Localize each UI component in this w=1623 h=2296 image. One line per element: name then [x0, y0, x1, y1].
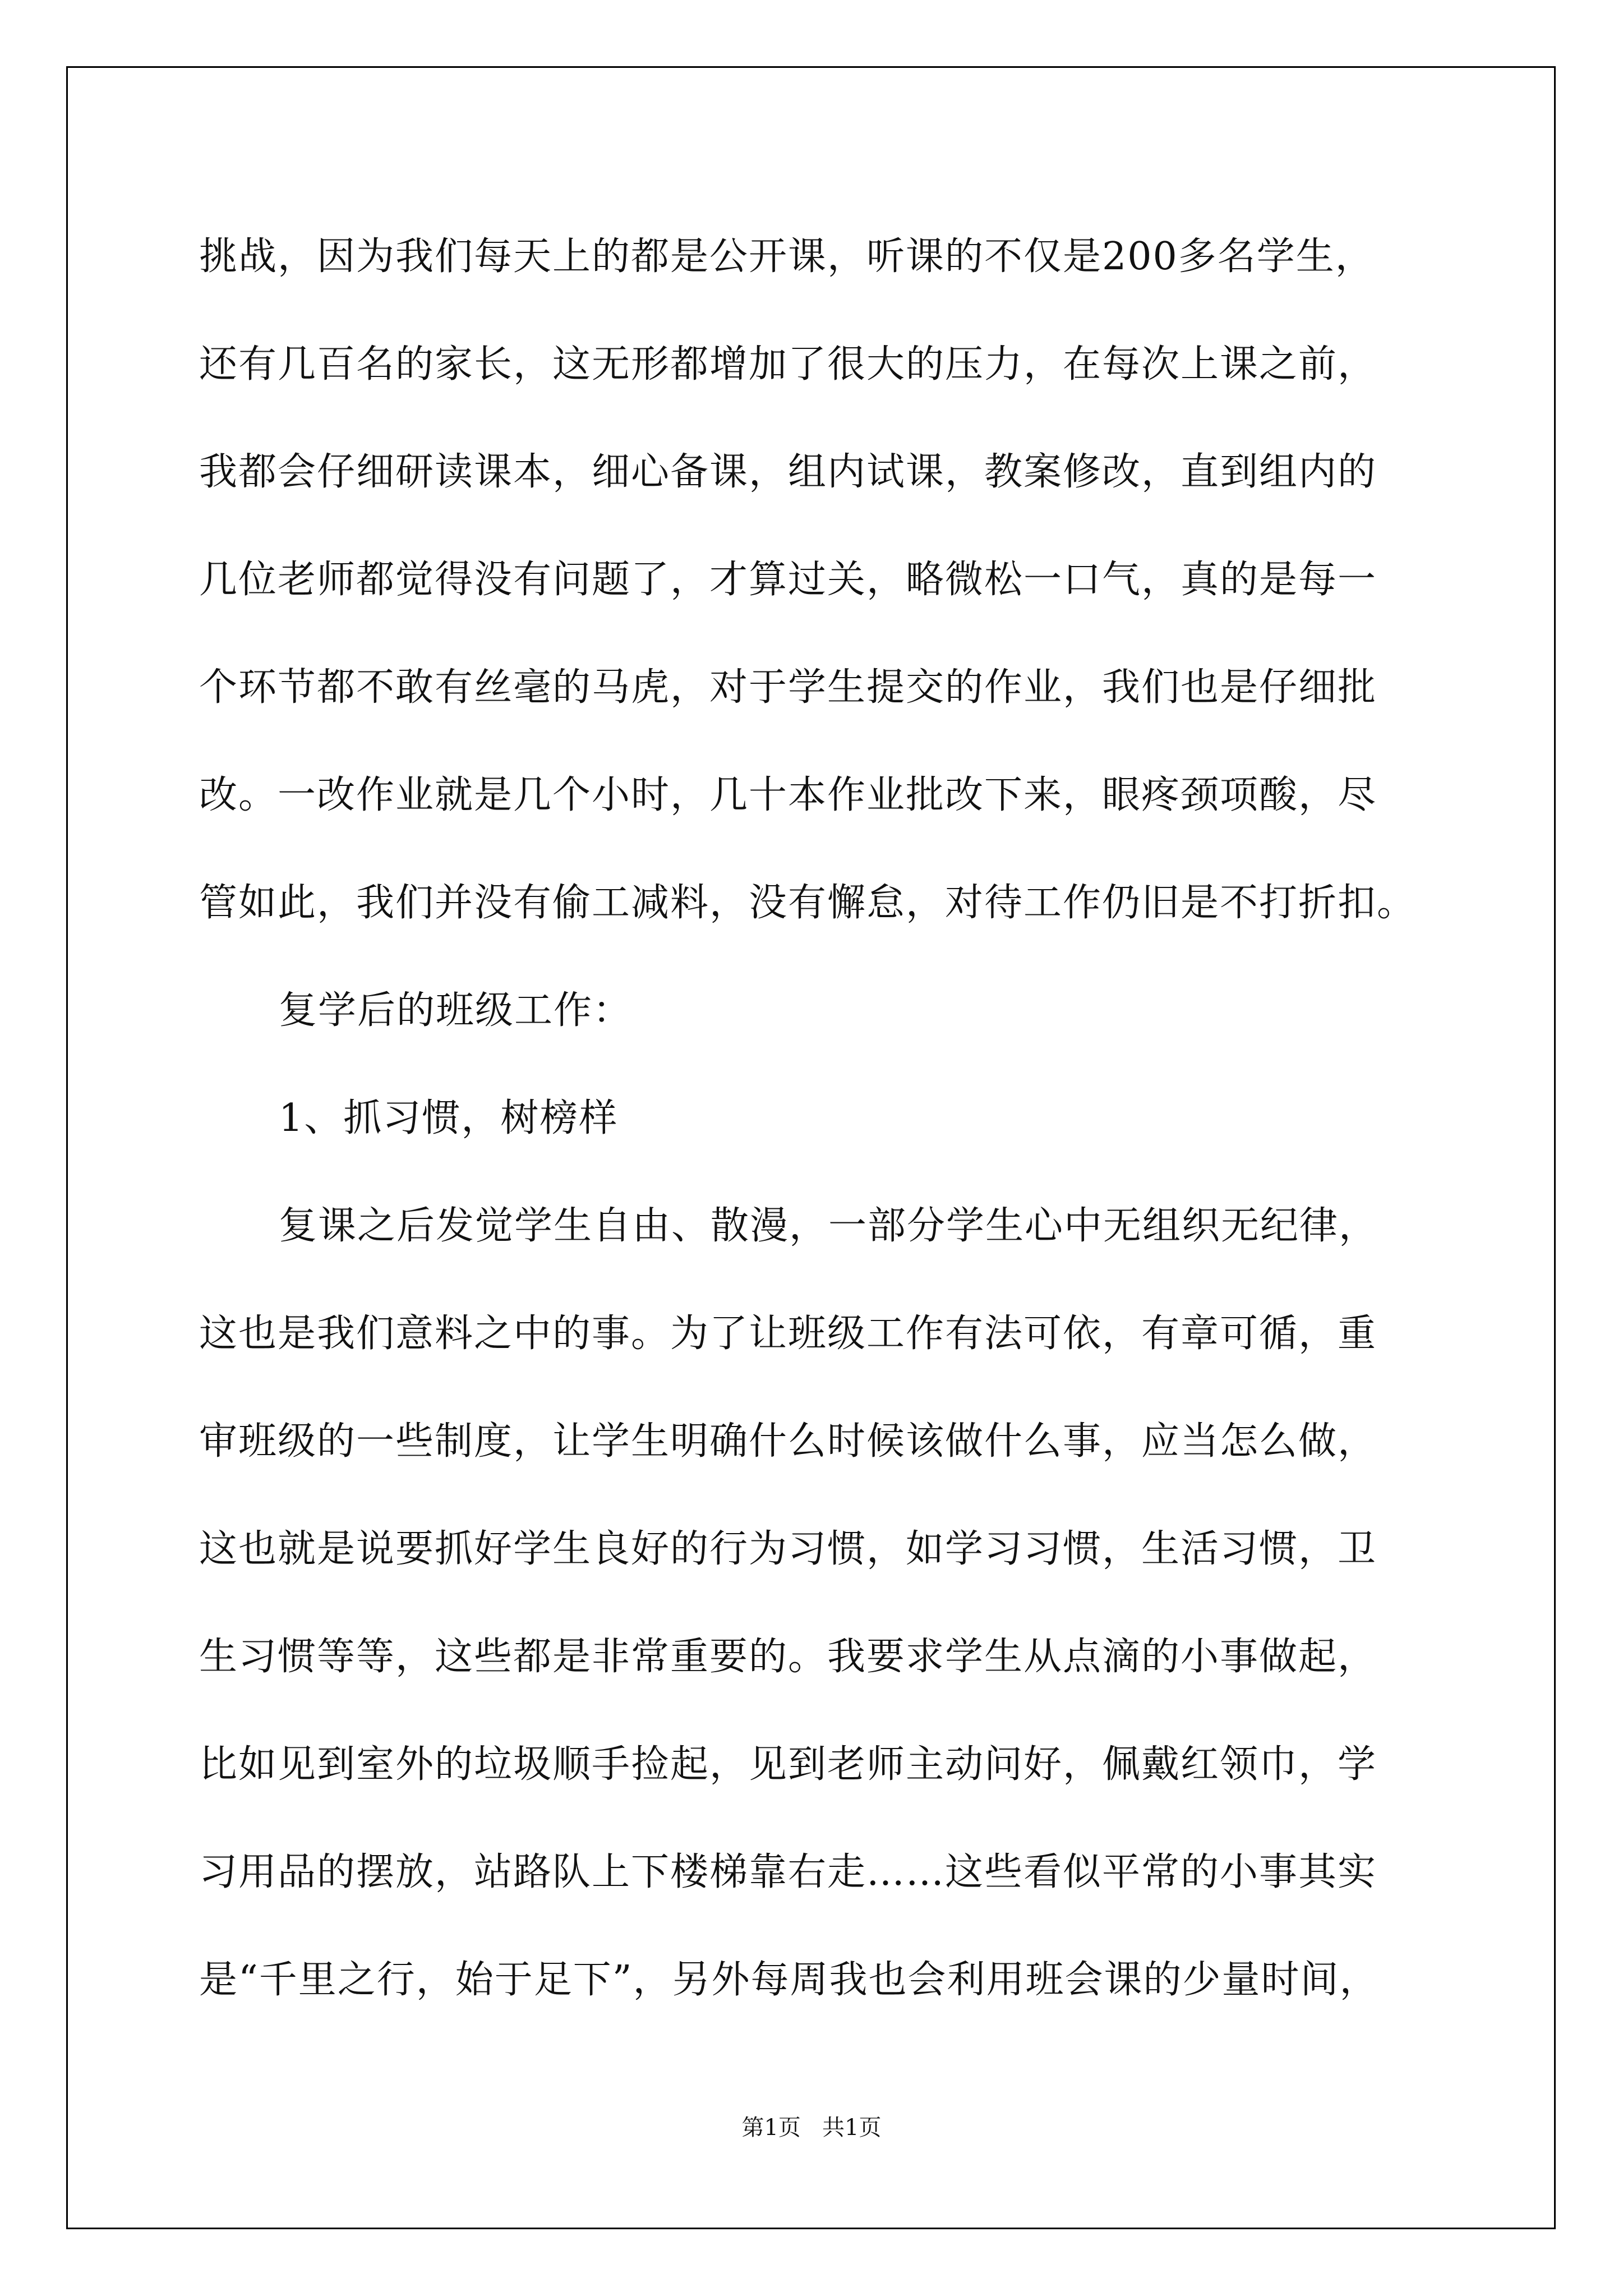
text-line: 生习惯等等，这些都是非常重要的。我要求学生从点滴的小事做起， — [199, 1635, 1377, 1679]
text-line: 是“千里之行，始于足下”，另外每周我也会利用班会课的少量时间， — [199, 1958, 1379, 2002]
text-line: 这也是我们意料之中的事。为了让班级工作有法可依，有章可循，重 — [199, 1312, 1377, 1356]
text-line: 审班级的一些制度，让学生明确什么时候该做什么事，应当怎么做， — [199, 1419, 1377, 1464]
text-line: 挑战，因为我们每天上的都是公开课，听课的不仅是200多名学生， — [199, 234, 1375, 279]
text-line: 还有几百名的家长，这无形都增加了很大的压力，在每次上课之前， — [199, 342, 1377, 386]
text-line: 改。一改作业就是几个小时，几十本作业批改下来，眼疼颈项酸，尽 — [199, 773, 1377, 817]
text-line: 复课之后发觉学生自由、散漫，一部分学生心中无组织无纪律， — [279, 1204, 1378, 1248]
text-line: 几位老师都觉得没有问题了，才算过关，略微松一口气，真的是每一 — [199, 558, 1377, 602]
text-line: 复学后的班级工作： — [279, 988, 633, 1033]
text-line: 这也就是说要抓好学生良好的行为习惯，如学习习惯，生活习惯，卫 — [199, 1527, 1377, 1571]
document-body — [199, 203, 1455, 2034]
text-line: 比如见到室外的垃圾顺手捡起，见到老师主动问好，佩戴红领巾，学 — [199, 1742, 1377, 1787]
page-number-footer: 第1页 共1页 — [741, 2115, 882, 2141]
text-line: 我都会仔细研读课本，细心备课，组内试课，教案修改，直到组内的 — [199, 450, 1377, 494]
text-line: 1、抓习惯，树榜样 — [279, 1096, 619, 1140]
text-line: 管如此，我们并没有偷工减料，没有懈怠，对待工作仍旧是不打折扣。 — [199, 881, 1417, 925]
text-line: 个环节都不敢有丝毫的马虎，对于学生提交的作业，我们也是仔细批 — [199, 665, 1377, 710]
text-line: 习用品的摆放，站路队上下楼梯靠右走……这些看似平常的小事其实 — [199, 1850, 1377, 1894]
